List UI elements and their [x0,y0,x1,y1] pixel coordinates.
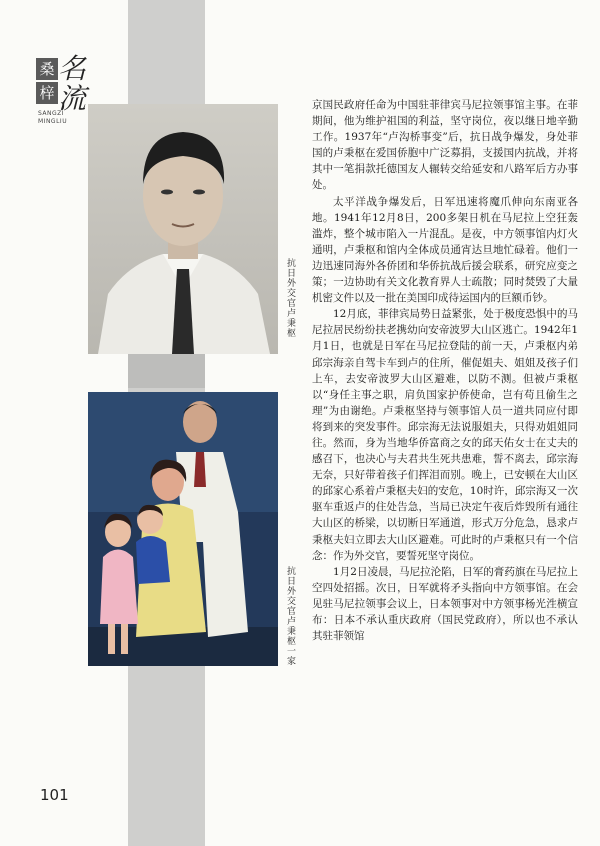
paragraph-4: 1月2日凌晨，马尼拉沦陷，日军的膏药旗在马尼拉上空四处招摇。次日，日军就将矛头指向中方领事馆。在会见驻马尼拉领事会议上，日本领事对中方领事杨光泩横宣布：日本不承认重庆政府（国民党政府），所以也不承认其驻菲领馆 [312,565,578,643]
logo-title: 名流 [58,52,87,115]
family-photo [88,392,278,666]
logo-char-2: 梓 [36,82,58,104]
page-number: 101 [40,786,69,804]
logo-pinyin [38,110,67,126]
paragraph-3: 12月底，菲律宾局势日益紧张，处于极度恐惧中的马尼拉居民纷纷扶老携幼向安帝波罗大山区逃亡。1942年1月1日，也就是日军在马尼拉登陆的前一天，卢秉枢内弟邱宗海亲自驾卡车到卢的住所，催促姐夫、姐姐及孩子们上车，去安帝波罗大山区避难，以防不测。但被卢秉枢以“身任主事之职，肩负国家护侨使命，岂有苟且偷生之理”为由谢绝。卢秉枢坚持与领事馆人员一道共同应付即将到来的突发事件。邱宗海无法说服姐夫，只得劝姐姐同往。然而，身为当地华侨富商之女的邱天佑女士在丈夫的感召下，也决心与夫君共生死共患难，誓不离去，邱宗海无奈，只好带着孩子们挥泪而别。晚上，已安顿在大山区的邱家心系着卢秉枢夫妇的安危，10时许，邱宗海又一次驱车重返卢的住处告急，当局已决定午夜后炸毁所有通往大山区的桥梁，以切断日军通道，形式万分危急，恳求卢秉枢夫妇立即去大山区避难。可此时的卢秉枢只有一个信念：作为外交官，要誓死坚守岗位。 [312,308,578,562]
article-body [312,97,578,644]
portrait-photo-image [88,104,278,354]
family-photo-image [88,392,278,666]
logo-char-1: 桑 [36,58,58,80]
logo-pinyin-line-2: MINGLIU [38,118,68,125]
family-caption: 抗日外交官卢秉枢一家 [285,566,295,666]
logo-pinyin-line-1: SANGZI [38,110,65,117]
gray-band-divider [128,352,205,388]
paragraph-2: 太平洋战争爆发后，日军迅速将魔爪伸向东南亚各地。1941年12月8日，200多架日机在马尼拉上空狂轰滥炸，整个城市陷入一片混乱。是夜，中方领事馆内灯火通明，卢秉枢和馆内全体成员通宵达旦地忙碌着。他们一边迅速同海外各侨团和华侨抗战后援会联系，研究应变之策；一边协助有关文化教育界人士疏散；同时焚毁了大量机密文件以及一批在美国印成待运国内的巨额币钞。 [312,195,578,305]
column-logo [36,52,96,133]
portrait-photo [88,104,278,354]
portrait-caption: 抗日外交官卢秉枢 [285,258,295,338]
paragraph-1: 京国民政府任命为中国驻菲律宾马尼拉领事馆主事。在菲期间，他为维护祖国的利益，坚守岗位，夜以继日地辛勤工作。1937年“卢沟桥事变”后，抗日战争爆发，身处菲国的卢秉枢在爱国侨胞中广泛募捐，支援国内抗战，并将其中一笔捐款托德国友人辗转交给延安和八路军后方办事处。 [312,99,578,192]
